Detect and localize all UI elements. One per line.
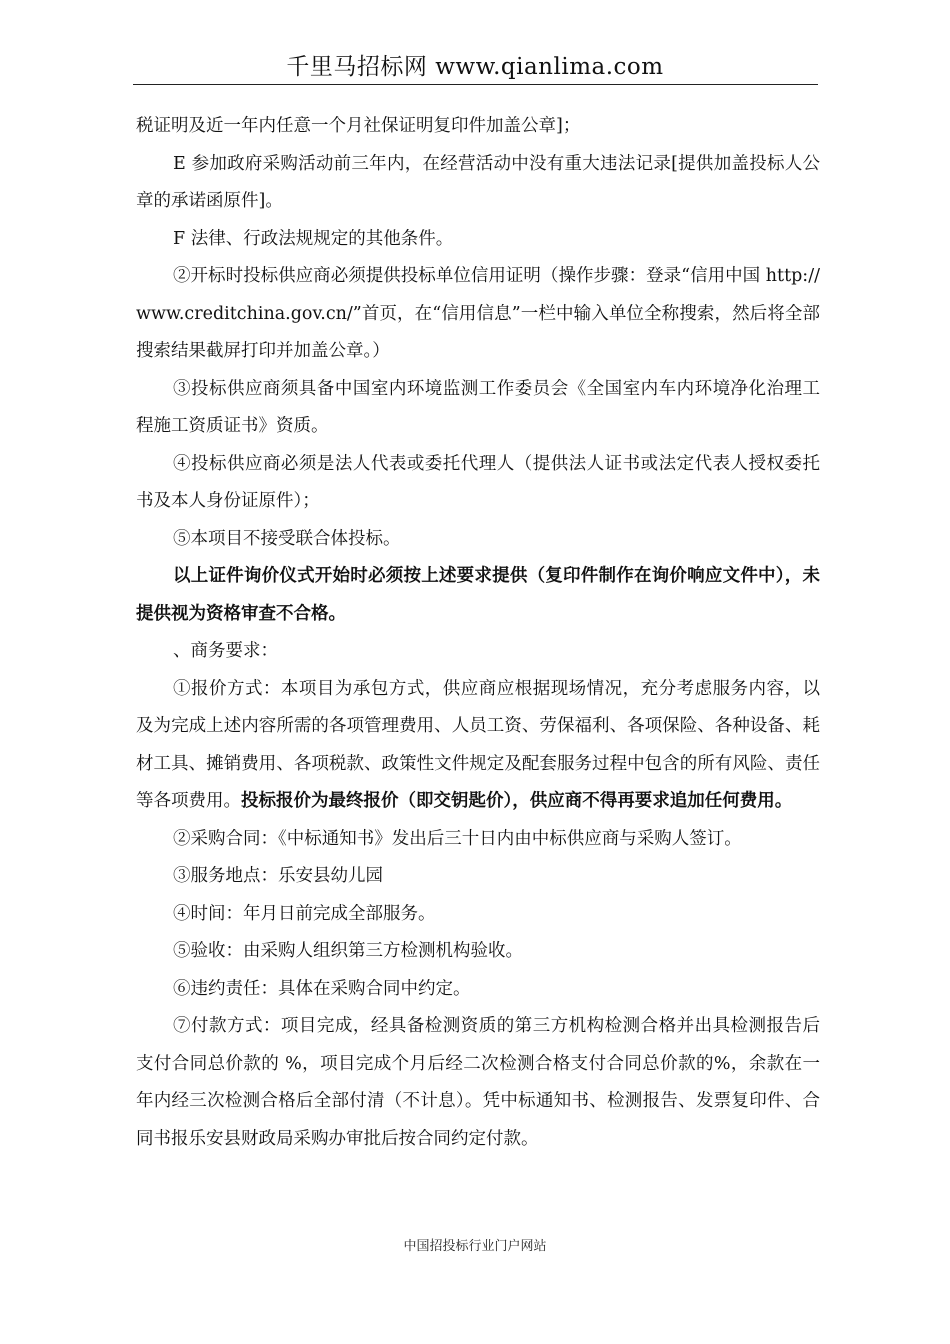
document-body xyxy=(136,108,820,1158)
header-divider xyxy=(133,84,818,85)
paragraph-payment-method: ⑦付款方式：项目完成，经具备检测资质的第三方机构检测合格并出具检测报告后支付合同总价款的 %，项目完成个月后经二次检测合格支付合同总价款的%，余款在一年内经三次检测合格后全部付清（不计息）。凭中标通知书、检测报告、发票复印件、合同书报乐安县财政局采购办审批后按合同约定付款。 xyxy=(136,1016,820,1149)
paragraph-no-violation-record: E 参加政府采购活动前三年内，在经营活动中没有重大违法记录[提供加盖投标人公章的承诺函原件]。 xyxy=(136,153,820,211)
quotation-final-price-notice: 投标报价为最终报价（即交钥匙价），供应商不得再要求追加任何费用。 xyxy=(241,791,793,811)
paragraph-credit-proof: ②开标时投标供应商必须提供投标单位信用证明（操作步骤：登录“信用中国 http://www.creditchina.gov.cn/”首页，在“信用信息”一栏中输入单位全称搜索，然后将全部搜索结果截屏打印并加盖公章。） xyxy=(136,266,820,361)
paragraph-time: ④时间：年月日前完成全部服务。 xyxy=(173,903,436,924)
paragraph-qualification-certificate: ③投标供应商须具备中国室内环境监测工作委员会《全国室内车内环境净化治理工程施工资质证书》资质。 xyxy=(136,378,820,436)
paragraph-breach-liability: ⑥违约责任：具体在采购合同中约定。 xyxy=(173,978,471,999)
section-heading-commercial-requirements: 、商务要求： xyxy=(173,641,278,661)
paragraph-other-conditions: F 法律、行政法规规定的其他条件。 xyxy=(173,228,454,249)
paragraph-procurement-contract: ②采购合同：《中标通知书》发出后三十日内由中标供应商与采购人签订。 xyxy=(173,828,742,849)
quotation-method-text: ①报价方式：本项目为承包方式，供应商应根据现场情况，充分考虑服务内容，以及为完成上述内容所需的各项管理费用、人员工资、劳保福利、各项保险、各种设备、耗材工具、摊销费用、各项税款、政策性文件规定及配套服务过程中包含的所有风险、责任等各项费用。 xyxy=(136,678,820,811)
page-header-title: 千里马招标网 www.qianlima.com xyxy=(286,54,664,80)
paragraph-document-requirement-notice: 以上证件询价仪式开始时必须按上述要求提供（复印件制作在询价响应文件中），未提供视为资格审查不合格。 xyxy=(136,566,820,624)
page-footer: 中国招投标行业门户网站 xyxy=(403,1239,547,1254)
paragraph-quotation-method xyxy=(136,671,820,821)
paragraph-service-location: ③服务地点：乐安县幼儿园 xyxy=(173,866,383,886)
paragraph-acceptance: ⑤验收：由采购人组织第三方检测机构验收。 xyxy=(173,941,523,961)
paragraph-legal-representative: ④投标供应商必须是法人代表或委托代理人（提供法人证书或法定代表人授权委托书及本人身份证原件）； xyxy=(136,453,820,511)
paragraph-tax-social-security: 税证明及近一年内任意一个月社保证明复印件加盖公章]； xyxy=(136,116,581,136)
paragraph-no-consortium: ⑤本项目不接受联合体投标。 xyxy=(173,528,401,549)
